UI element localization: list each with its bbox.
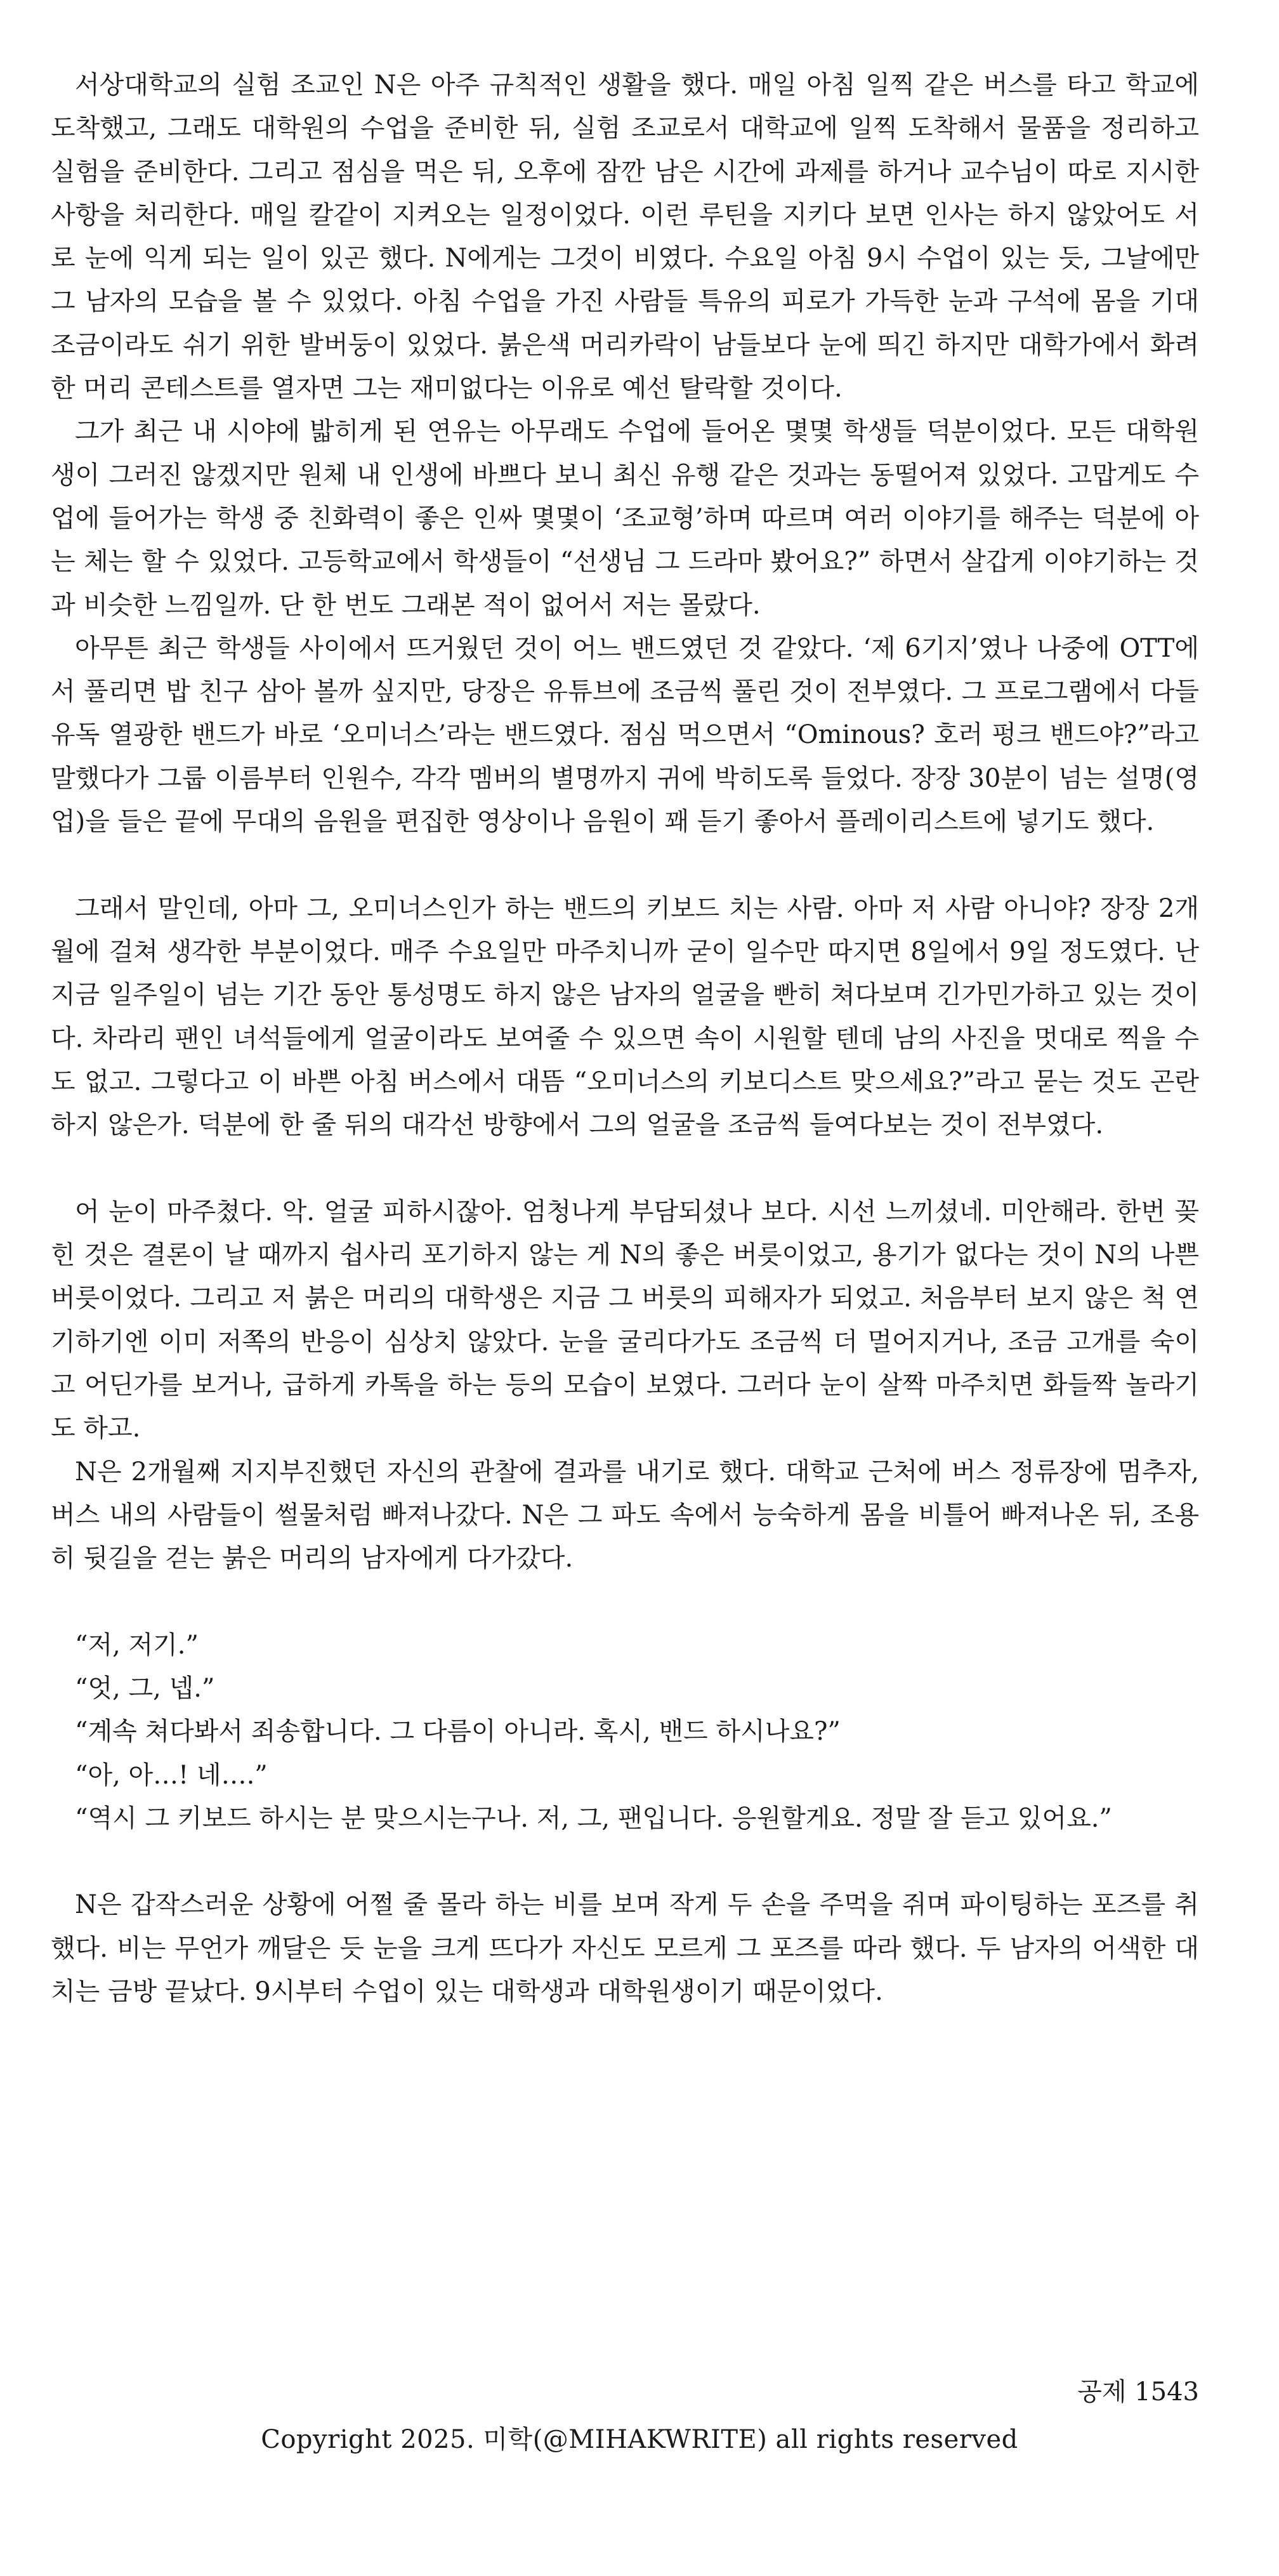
paragraph-2: 그가 최근 내 시야에 밟히게 된 연유는 아무래도 수업에 들어온 몇몇 학생들 덕분이었다. 모든 대학원생이 그러진 않겠지만 원체 내 인생에 바쁘다 보니 최신 유행 같은 것과는 동떨어져 있었다. 고맙게도 수업에 들어가는 학생 중 친화력이 좋은 인싸 몇몇이 ‘조교형’하며 따르며 여러 이야기를 해주는 덕분에 아는 체는 할 수 있었다. 고등학교에서 학생들이 “선생님 그 드라마 봤어요?” 하면서 살갑게 이야기하는 것과 비슷한 느낌일까. 단 한 번도 그래본 적이 없어서 저는 몰랐다. xyxy=(51,417,1199,620)
dialogue-line-3: “계속 쳐다봐서 죄송합니다. 그 다름이 아니라. 혹시, 밴드 하시나요?” xyxy=(75,1717,841,1747)
copyright-notice: Copyright 2025. 미학(@MIHAKWRITE) all rights reserved xyxy=(261,2425,1018,2454)
dialogue-line-1: “저, 저기.” xyxy=(75,1630,199,1660)
blank-line xyxy=(51,1580,1199,1623)
story-body xyxy=(51,63,1199,2013)
author-note: 공제 1543 xyxy=(1077,2377,1199,2407)
paragraph-7: N은 갑작스러운 상황에 어쩔 줄 몰라 하는 비를 보며 작게 두 손을 주먹을 쥐며 파이팅하는 포즈를 취했다. 비는 무언가 깨달은 듯 눈을 크게 뜨다가 자신도 모르게 그 포즈를 따라 했다. 두 남자의 어색한 대치는 금방 끝났다. 9시부터 수업이 있는 대학생과 대학원생이기 때문이었다. xyxy=(51,1890,1199,2007)
blank-line xyxy=(51,843,1199,886)
dialogue-line-2: “엇, 그, 넵.” xyxy=(75,1673,215,1703)
paragraph-1: 서상대학교의 실험 조교인 N은 아주 규칙적인 생활을 했다. 매일 아침 일찍 같은 버스를 타고 학교에 도착했고, 그래도 대학원의 수업을 준비한 뒤, 실험 조교로서 대학교에 일찍 도착해서 물품을 정리하고 실험을 준비한다. 그리고 점심을 먹은 뒤, 오후에 잠깐 남은 시간에 과제를 하거나 교수님이 따로 지시한 사항을 처리한다. 매일 칼같이 지켜오는 일정이었다. 이런 루틴을 지키다 보면 인사는 하지 않았어도 서로 눈에 익게 되는 일이 있곤 했다. N에게는 그것이 비였다. 수요일 아침 9시 수업이 있는 듯, 그날에만 그 남자의 모습을 볼 수 있었다. 아침 수업을 가진 사람들 특유의 피로가 가득한 눈과 구석에 몸을 기대 조금이라도 쉬기 위한 발버둥이 있었다. 붉은색 머리카락이 남들보다 눈에 띄긴 하지만 대학가에서 화려한 머리 콘테스트를 열자면 그는 재미없다는 이유로 예선 탈락할 것이다. xyxy=(51,70,1199,404)
paragraph-4: 그래서 말인데, 아마 그, 오미너스인가 하는 밴드의 키보드 치는 사람. 아마 저 사람 아니야? 장장 2개월에 걸쳐 생각한 부분이었다. 매주 수요일만 마주치니까 굳이 일수만 따지면 8일에서 9일 정도였다. 난 지금 일주일이 넘는 기간 동안 통성명도 하지 않은 남자의 얼굴을 빤히 쳐다보며 긴가민가하고 있는 것이다. 차라리 팬인 녀석들에게 얼굴이라도 보여줄 수 있으면 속이 시원할 텐데 남의 사진을 멋대로 찍을 수도 없고. 그렇다고 이 바쁜 아침 버스에서 대뜸 “오미너스의 키보디스트 맞으세요?”라고 묻는 것도 곤란하지 않은가. 덕분에 한 줄 뒤의 대각선 방향에서 그의 얼굴을 조금씩 들여다보는 것이 전부였다. xyxy=(51,893,1199,1140)
blank-line xyxy=(51,1147,1199,1190)
paragraph-5: 어 눈이 마주쳤다. 악. 얼굴 피하시잖아. 엄청나게 부담되셨나 보다. 시선 느끼셨네. 미안해라. 한번 꽂힌 것은 결론이 날 때까지 쉽사리 포기하지 않는 게 N의 좋은 버릇이었고, 용기가 없다는 것이 N의 나쁜 버릇이었다. 그리고 저 붉은 머리의 대학생은 지금 그 버릇의 피해자가 되었고. 처음부터 보지 않은 척 연기하기엔 이미 저쪽의 반응이 심상치 않았다. 눈을 굴리다가도 조금씩 더 멀어지거나, 조금 고개를 숙이고 어딘가를 보거나, 급하게 카톡을 하는 등의 모습이 보였다. 그러다 눈이 살짝 마주치면 화들짝 놀라기도 하고. xyxy=(51,1197,1199,1443)
blank-line xyxy=(51,1840,1199,1883)
dialogue-line-5: “역시 그 키보드 하시는 분 맞으시는구나. 저, 그, 팬입니다. 응원할게요. 정말 잘 듣고 있어요.” xyxy=(75,1803,1112,1833)
paragraph-3: 아무튼 최근 학생들 사이에서 뜨거웠던 것이 어느 밴드였던 것 같았다. ‘제 6기지’였나 나중에 OTT에서 풀리면 밥 친구 삼아 볼까 싶지만, 당장은 유튜브에 조금씩 풀린 것이 전부였다. 그 프로그램에서 다들 유독 열광한 밴드가 바로 ‘오미너스’라는 밴드였다. 점심 먹으면서 “Ominous? 호러 펑크 밴드야?”라고 말했다가 그룹 이름부터 인원수, 각각 멤버의 별명까지 귀에 박히도록 들었다. 장장 30분이 넘는 설명(영업)을 들은 끝에 무대의 음원을 편집한 영상이나 음원이 꽤 듣기 좋아서 플레이리스트에 넣기도 했다. xyxy=(51,633,1199,837)
dialogue-line-4: “아, 아…! 네….” xyxy=(75,1760,268,1790)
paragraph-6: N은 2개월째 지지부진했던 자신의 관찰에 결과를 내기로 했다. 대학교 근처에 버스 정류장에 멈추자, 버스 내의 사람들이 썰물처럼 빠져나갔다. N은 그 파도 속에서 능숙하게 몸을 비틀어 빠져나온 뒤, 조용히 뒷길을 걷는 붉은 머리의 남자에게 다가갔다. xyxy=(51,1457,1199,1574)
